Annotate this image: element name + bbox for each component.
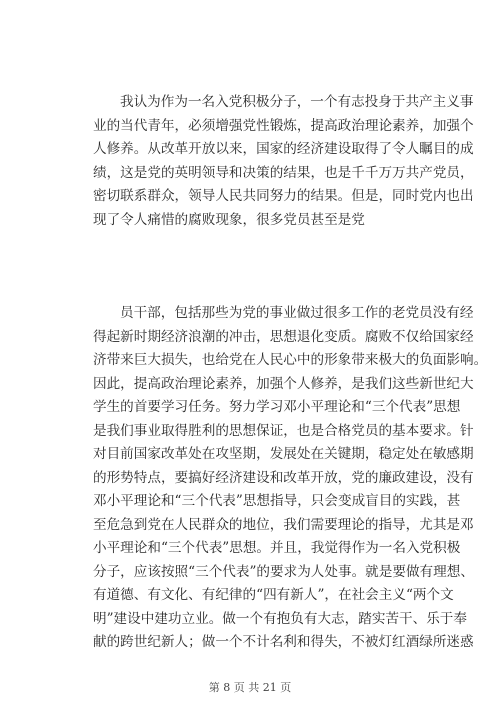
text-line: 业的当代青年，必须增强党性锻炼，提高政治理论素养，加强个 <box>93 117 474 134</box>
paragraph-1 <box>93 91 474 232</box>
text-line: 学生的首要学习任务。努力学习邓小平理论和“三个代表”思想 <box>93 399 461 415</box>
text-line: 因此，提高政治理论素养，加强个人修养，是我们这些新世纪大 <box>93 375 474 392</box>
text-line: 密切联系群众，领导人民共同努力的结果。但是，同时党内也出 <box>93 188 474 204</box>
text-line: 济带来巨大损失，也给党在人民心中的形象带来极大的负面影响。 <box>93 352 488 368</box>
text-line: 的形势特点，要搞好经济建设和改革开放，党的廉政建设，没有 <box>93 469 474 486</box>
text-line: 对目前国家改革处在攻坚期，发展处在关键期，稳定处在敏感期 <box>93 446 474 462</box>
text-line: 邓小平理论和“三个代表”思想指导，只会变成盲目的实践，甚 <box>93 493 461 509</box>
text-line: 献的跨世纪新人；做一个不计名利和得失，不被灯红酒绿所迷惑 <box>93 634 474 650</box>
text-line: 现了令人痛惜的腐败现象，很多党员甚至是党 <box>93 211 365 228</box>
text-line: 人修养。从改革开放以来，国家的经济建设取得了令人瞩目的成 <box>93 141 474 157</box>
text-line: 我认为作为一名入党积极分子，一个有志投身于共产主义事 <box>120 94 474 110</box>
page-number-footer: 第 8 页 共 21 页 <box>208 681 292 694</box>
text-line: 小平理论和“三个代表”思想。并且，我觉得作为一名入党积极 <box>93 540 461 556</box>
text-line: 是我们事业取得胜利的思想保证，也是合格党员的基本要求。针 <box>93 422 474 439</box>
text-line: 得起新时期经济浪潮的冲击，思想退化变质。腐败不仅给国家经 <box>93 328 474 345</box>
text-line: 员干部，包括那些为党的事业做过很多工作的老党员没有经 <box>120 305 474 321</box>
text-line: 分子，应该按照“三个代表”的要求为人处事。就是要做有理想、 <box>93 563 474 580</box>
text-line: 绩，这是党的英明领导和决策的结果，也是千千万万共产党员， <box>93 164 474 181</box>
text-line: 至危急到党在人民群众的地位，我们需要理论的指导，尤其是邓 <box>93 516 474 533</box>
paragraph-2 <box>93 302 488 655</box>
text-line: 明”建设中建功立业。做一个有抱负有大志，踏实苦干、乐于奉 <box>93 610 467 627</box>
text-line: 有道德、有文化、有纪律的“四有新人”，在社会主义“两个文 <box>93 587 454 603</box>
